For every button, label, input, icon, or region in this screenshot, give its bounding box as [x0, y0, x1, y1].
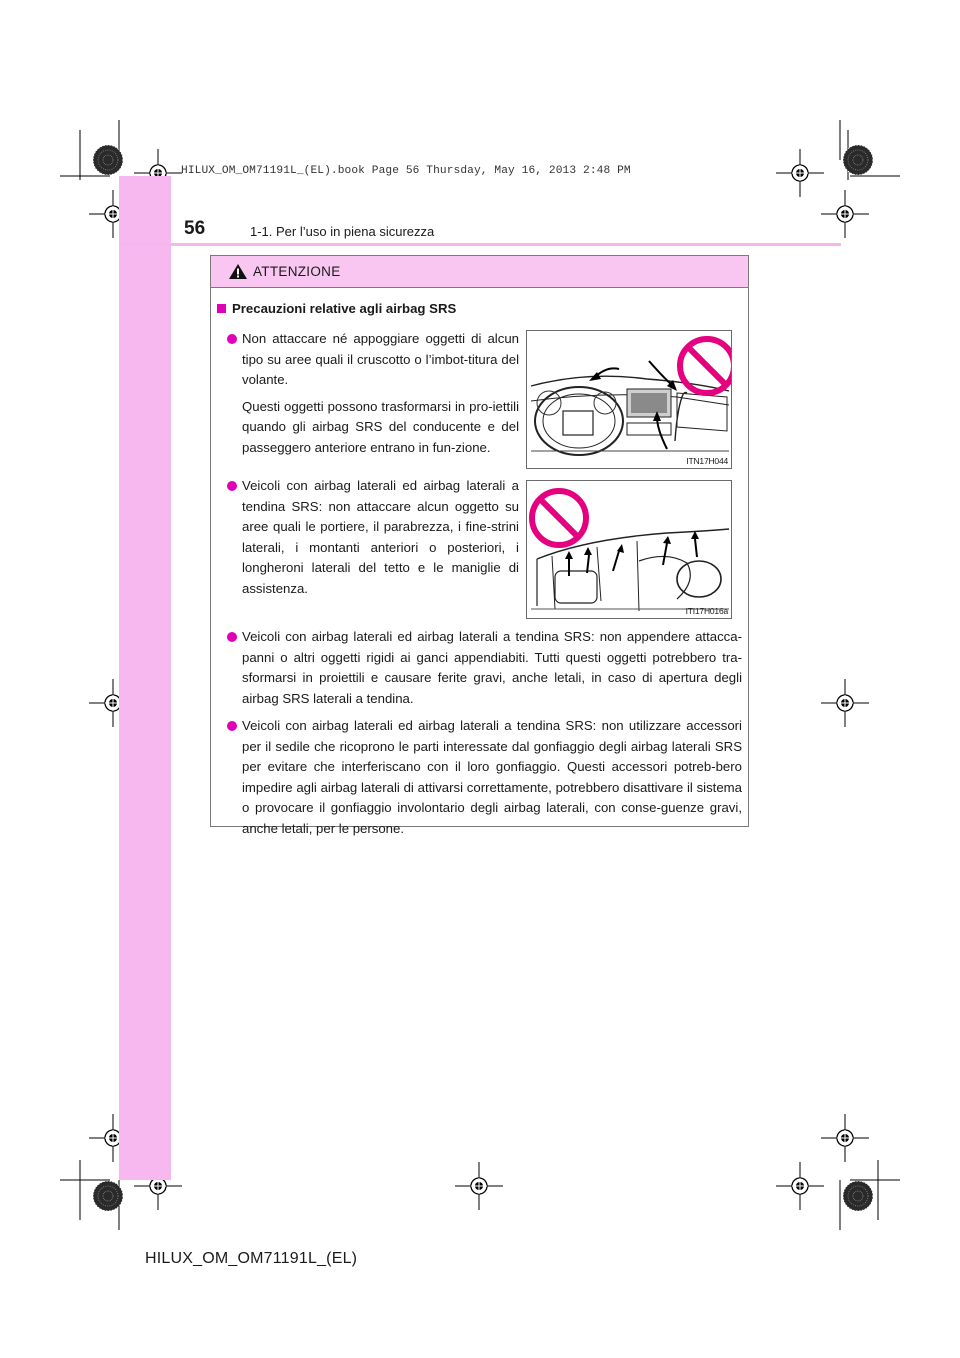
- bullet-paragraph: Questi oggetti possono trasformarsi in pro-iettili quando gli airbag SRS del conducente e del passeggero anteriore entrano in fun-zione.: [242, 398, 519, 455]
- figure-code: ITN17H044: [686, 456, 728, 466]
- square-bullet-icon: [217, 304, 226, 313]
- warning-title: ATTENZIONE: [253, 264, 341, 279]
- warning-box: [210, 255, 749, 836]
- warning-header: [211, 256, 748, 288]
- no-entry-icon: [532, 491, 586, 545]
- bullet-paragraph: Veicoli con airbag laterali ed airbag laterali a tendina SRS: non utilizzare accessori per il sedile che ricoprono le parti interessate dal gonfiaggio degli airbag laterali SRS per evitare che interferiscano con il loro gonfiaggio. Questi accessori potreb-bero impedire agli airbag laterali di attivarsi correttamente, potrebbero disattivare il sistema o provocare il gonfiaggio involontario degli airbag laterali, con conse-guenze gravi, anche letali, per le persone.: [242, 718, 742, 836]
- interior-illustration: [527, 481, 732, 619]
- book-stamp: HILUX_OM_OM71191L_(EL).book Page 56 Thursday, May 16, 2013 2:48 PM: [181, 165, 631, 177]
- no-entry-icon: [680, 339, 732, 393]
- page-number: 56: [184, 218, 206, 239]
- bullet-paragraph: Veicoli con airbag laterali ed airbag laterali a tendina SRS: non appendere attacca-panni o altri oggetti rigidi ai ganci appendiabiti. Tutti questi oggetti potrebbero tra-sformarsi in proiettili e causare ferite gravi, anche letali, in caso di apertura degli airbag SRS laterali a tendina.: [242, 629, 742, 706]
- figure-interior: [526, 480, 732, 619]
- bullet-item: [242, 476, 519, 599]
- dashboard-illustration: [527, 331, 732, 469]
- bullet-dot-icon: [227, 481, 237, 491]
- bullet-dot-icon: [227, 334, 237, 344]
- warning-subtitle: [217, 301, 456, 316]
- bullet-paragraph: Non attaccare né appoggiare oggetti di alcun tipo su aree quali il cruscotto o l’imbot-titura del volante.: [242, 331, 519, 387]
- bullet-paragraph: Veicoli con airbag laterali ed airbag laterali a tendina SRS: non attaccare alcun oggetto su aree quali le portiere, il parabrezza, i fine-strini laterali, i montanti anteriori o posteriori, i longheroni laterali del tetto e le maniglie di assistenza.: [242, 478, 519, 596]
- figure-dashboard: [526, 330, 732, 469]
- chapter-tab-band: [119, 176, 171, 1180]
- section-title: 1-1. Per l’uso in piena sicurezza: [250, 224, 435, 239]
- bullet-item: [242, 627, 742, 709]
- figure-code: ITI17H016a: [685, 606, 728, 616]
- header-rule: [119, 243, 841, 246]
- document-code-footer: HILUX_OM_OM71191L_(EL): [145, 1250, 358, 1267]
- bullet-item: [242, 716, 742, 839]
- bullet-item: [242, 329, 519, 458]
- warning-triangle-icon: [228, 263, 248, 280]
- warning-subtitle-text: Precauzioni relative agli airbag SRS: [232, 301, 457, 316]
- bullet-dot-icon: [227, 632, 237, 642]
- bullet-dot-icon: [227, 721, 237, 731]
